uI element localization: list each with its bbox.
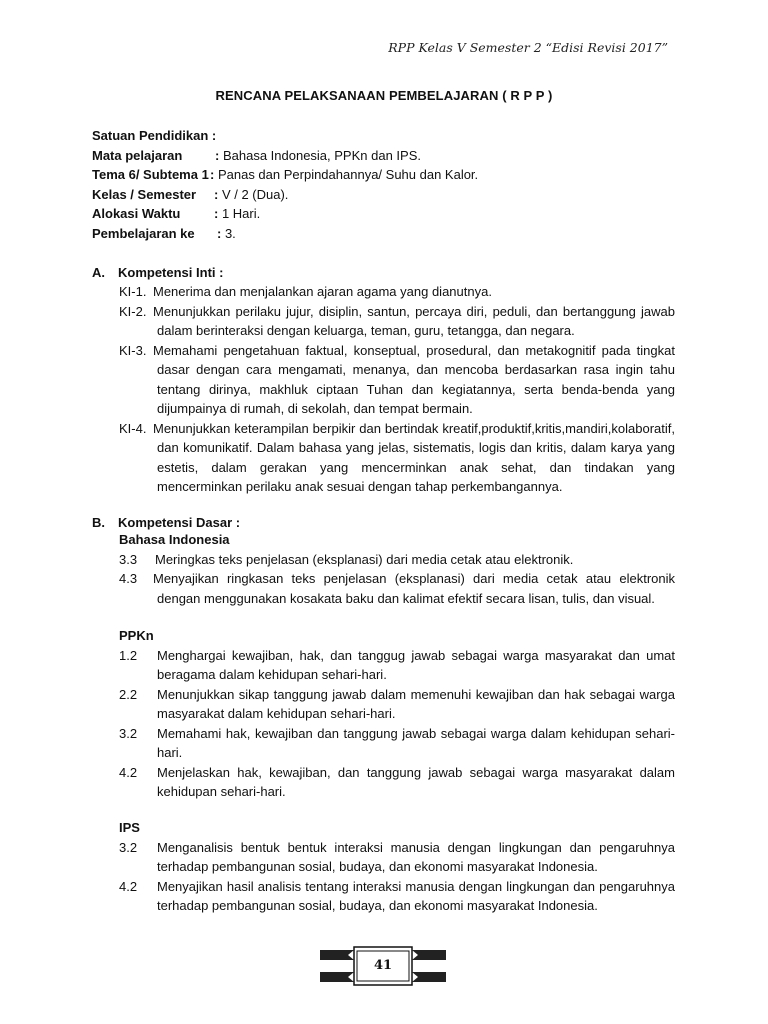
section-title: Kompetensi Inti : [118,265,224,280]
list-item [119,838,675,877]
item-text: Menjelaskan hak, kewajiban, dan tanggung jawab sebagai warga masyarakat dalam kehidupan sehari-hari. [157,764,675,799]
ornament-left-top [320,950,354,960]
list-item [119,685,675,724]
meta-colon: : [214,206,219,221]
list-item [119,646,675,685]
section-letter: B. [92,515,105,530]
meta-colon: : [215,147,220,163]
list-item [119,724,675,763]
list-item [119,569,675,608]
meta-row-class [92,185,478,205]
kd-group-bahasa [119,530,675,608]
identity-block [92,126,478,243]
ornament-right-top [412,950,446,960]
list-item [119,763,675,802]
list-item [119,877,675,916]
meta-value: Panas dan Perpindahannya/ Suhu dan Kalor. [214,167,479,182]
item-text: Menyajikan hasil analisis tentang interaksi manusia dengan lingkungan dan pengaruhnya terhadap pembangunan sosial, budaya, dan ekonomi masyarakat Indonesia. [157,878,675,913]
item-number: KI-1. [119,284,147,299]
meta-label: Satuan Pendidikan [92,128,209,143]
ornament-left-bottom [320,972,354,982]
item-text: Menghargai kewajiban, hak, dan tanggug jawab sebagai warga masyarakat dan umat beragama dalam kehidupan sehari-hari. [157,647,675,682]
item-number: 1.2 [119,647,138,663]
item-number: 4.3 [119,571,138,586]
item-text: Menyajikan ringkasan teks penjelasan (eksplanasi) dari media cetak atau elektronik dengan menggunakan kosakata baku dan kalimat efektif secara lisan, tulis, dan visual. [153,571,675,606]
section-title: Kompetensi Dasar : [118,515,241,530]
list-item [119,341,675,419]
item-number: 3.2 [119,725,138,741]
item-text: Memahami pengetahuan faktual, konseptual, prosedural, dan metakognitif pada tingkat dasar dengan cara mengamati, menanya, dan mencoba berdasarkan rasa ingin tahu tentang dirinya, makhluk ciptaan Tuhan dan kegiatannya, serta benda-benda yang dijumpainya di rumah, di sekolah, dan tempat bermain. [153,342,675,416]
meta-value: 1 Hari. [218,206,261,221]
meta-row-theme [92,165,478,185]
item-text: Menerima dan menjalankan ajaran agama yang dianutnya. [153,284,492,299]
group-title: Bahasa Indonesia [119,532,230,547]
meta-colon: : [214,186,219,202]
item-text: Menunjukkan sikap tanggung jawab dalam memenuhi kewajiban dan hak sebagai warga masyarakat dalam kehidupan sehari-hari. [157,686,675,721]
meta-label: Kelas / Semester [92,186,197,202]
meta-row-school [92,126,478,146]
list-item [119,550,675,570]
item-number: 4.2 [119,878,138,894]
meta-value: V / 2 (Dua). [218,186,289,202]
meta-colon: : [208,128,217,143]
meta-label: Pembelajaran ke [92,225,195,241]
list-item [119,302,675,341]
list-item [119,419,675,497]
meta-row-time [92,204,478,224]
list-item [119,282,675,302]
meta-colon: : [210,167,215,182]
header-note: RPP Kelas V Semester 2 “Edisi Revisi 2017” [388,40,668,55]
kd-group-ips [119,818,675,916]
item-text: Memahami hak, kewajiban dan tanggung jawab sebagai warga dalam kehidupan sehari-hari. [157,725,675,760]
meta-label: Mata pelajaran [92,147,183,163]
meta-row-subject [92,146,478,166]
kd-group-ppkn [119,626,675,802]
item-number: 3.3 [119,551,138,567]
meta-value: Bahasa Indonesia, PPKn dan IPS. [219,147,421,163]
item-number: KI-3. [119,342,147,358]
group-title: IPS [119,820,140,835]
page-number: 41 [373,958,393,973]
meta-value: 3. [221,225,236,241]
ki-list [119,282,675,497]
ornament-right-bottom [412,972,446,982]
item-text: Menganalisis bentuk bentuk interaksi manusia dengan lingkungan dan pengaruhnya terhadap pembangunan sosial, budaya, dan ekonomi masyarakat Indonesia. [157,839,675,874]
item-number: 4.2 [119,764,138,780]
meta-label: Alokasi Waktu [92,206,181,221]
meta-label: Tema 6/ Subtema 1 [92,167,209,182]
item-number: 2.2 [119,686,138,702]
item-text: Meringkas teks penjelasan (eksplanasi) dari media cetak atau elektronik. [155,551,574,567]
group-title: PPKn [119,628,154,643]
item-number: KI-4. [119,420,147,436]
item-text: Menunjukkan keterampilan berpikir dan bertindak kreatif,produktif,kritis,mandiri,kolaboratif, dan komunikatif. Dalam bahasa yang jelas, sistematis, logis dan kritis, dalam karya yang estetis, dalam gerakan yang mencerminkan anak sehat, dan tindakan yang mencerminkan perilaku anak sesuai dengan tahap perkembangannya. [153,420,675,494]
section-a-heading [92,263,223,283]
item-number: 3.2 [119,839,138,855]
item-text: Menunjukkan perilaku jujur, disiplin, santun, percaya diri, peduli, dan bertanggung jawab dalam berinteraksi dengan keluarga, teman, guru, tetangga, dan negara. [153,303,675,338]
meta-row-lesson [92,224,478,244]
meta-colon: : [217,225,222,241]
section-letter: A. [92,265,105,280]
document-title: RENCANA PELAKSANAAN PEMBELAJARAN ( R P P ) [215,88,553,103]
item-number: KI-2. [119,303,147,319]
